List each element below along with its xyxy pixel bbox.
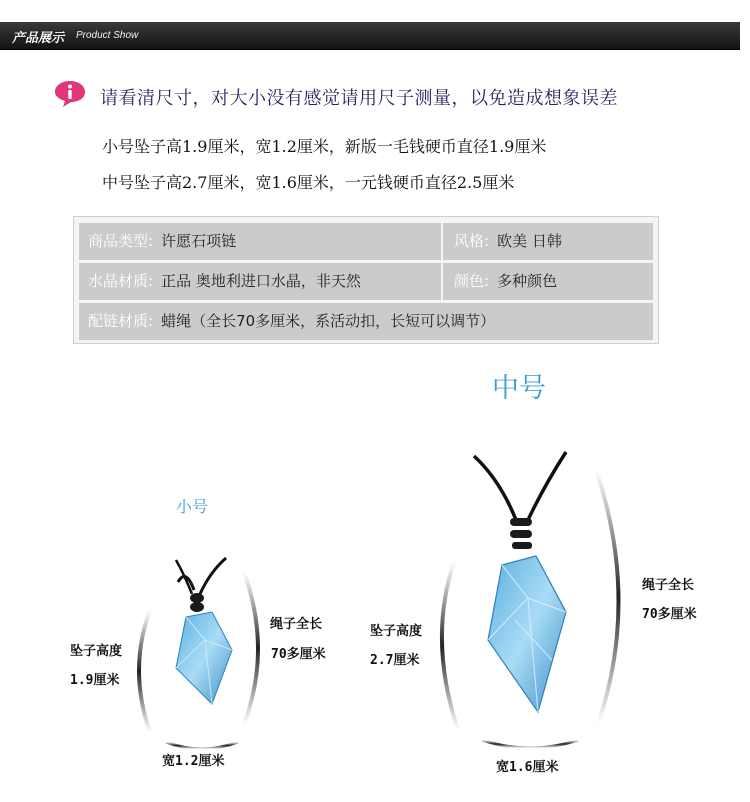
spec-value: 多种颜色 bbox=[497, 272, 558, 290]
spec-cell-chain bbox=[79, 303, 653, 340]
spec-cell-color bbox=[445, 263, 653, 300]
section-subtitle: Product Show bbox=[76, 30, 139, 41]
spec-cell-type bbox=[79, 223, 443, 260]
spec-value: 许愿石项链 bbox=[161, 232, 237, 250]
spec-value: 欧美 日韩 bbox=[497, 232, 562, 250]
spec-label: 颜色: bbox=[454, 272, 490, 290]
medium-height-label: 坠子高度 bbox=[370, 624, 423, 639]
medium-rope-value: 70多厘米 bbox=[642, 607, 697, 622]
spec-row bbox=[79, 303, 653, 340]
small-height-value: 1.9厘米 bbox=[70, 673, 120, 688]
small-height-label: 坠子高度 bbox=[70, 644, 123, 659]
small-pendant bbox=[139, 558, 258, 749]
spec-cell-crystal bbox=[79, 263, 443, 300]
small-width-value: 宽1.2厘米 bbox=[162, 754, 225, 769]
spec-value: 蜡绳（全长70多厘米，系活动扣，长短可以调节） bbox=[161, 312, 496, 330]
small-rope-value: 70多厘米 bbox=[271, 647, 326, 662]
small-size-description: 小号坠子高1.9厘米，宽1.2厘米，新版一毛钱硬币直径1.9厘米 bbox=[102, 137, 547, 156]
medium-rope-label: 绳子全长 bbox=[642, 578, 695, 593]
info-icon bbox=[54, 80, 86, 108]
medium-size-description: 中号坠子高2.7厘米，宽1.6厘米，一元钱硬币直径2.5厘米 bbox=[102, 173, 515, 192]
spec-row bbox=[79, 263, 653, 300]
spec-table bbox=[73, 216, 659, 344]
spec-label: 风格: bbox=[454, 232, 490, 250]
medium-height-value: 2.7厘米 bbox=[370, 653, 420, 668]
medium-width-value: 宽1.6厘米 bbox=[496, 760, 559, 775]
section-header bbox=[0, 22, 740, 50]
medium-label: 中号 bbox=[492, 373, 546, 404]
spec-cell-style bbox=[445, 223, 653, 260]
small-rope-label: 绳子全长 bbox=[270, 617, 323, 632]
medium-pendant bbox=[442, 452, 619, 748]
notice-text: 请看清尺寸，对大小没有感觉请用尺子测量，以免造成想象误差 bbox=[100, 88, 618, 109]
spec-value: 正品 奥地利进口水晶，非天然 bbox=[161, 272, 361, 290]
small-label: 小号 bbox=[176, 497, 209, 516]
spec-row bbox=[79, 223, 653, 260]
spec-label: 配链材质: bbox=[88, 312, 154, 330]
spec-label: 商品类型: bbox=[88, 232, 154, 250]
spec-label: 水晶材质: bbox=[88, 272, 154, 290]
section-title: 产品展示 bbox=[12, 30, 65, 45]
